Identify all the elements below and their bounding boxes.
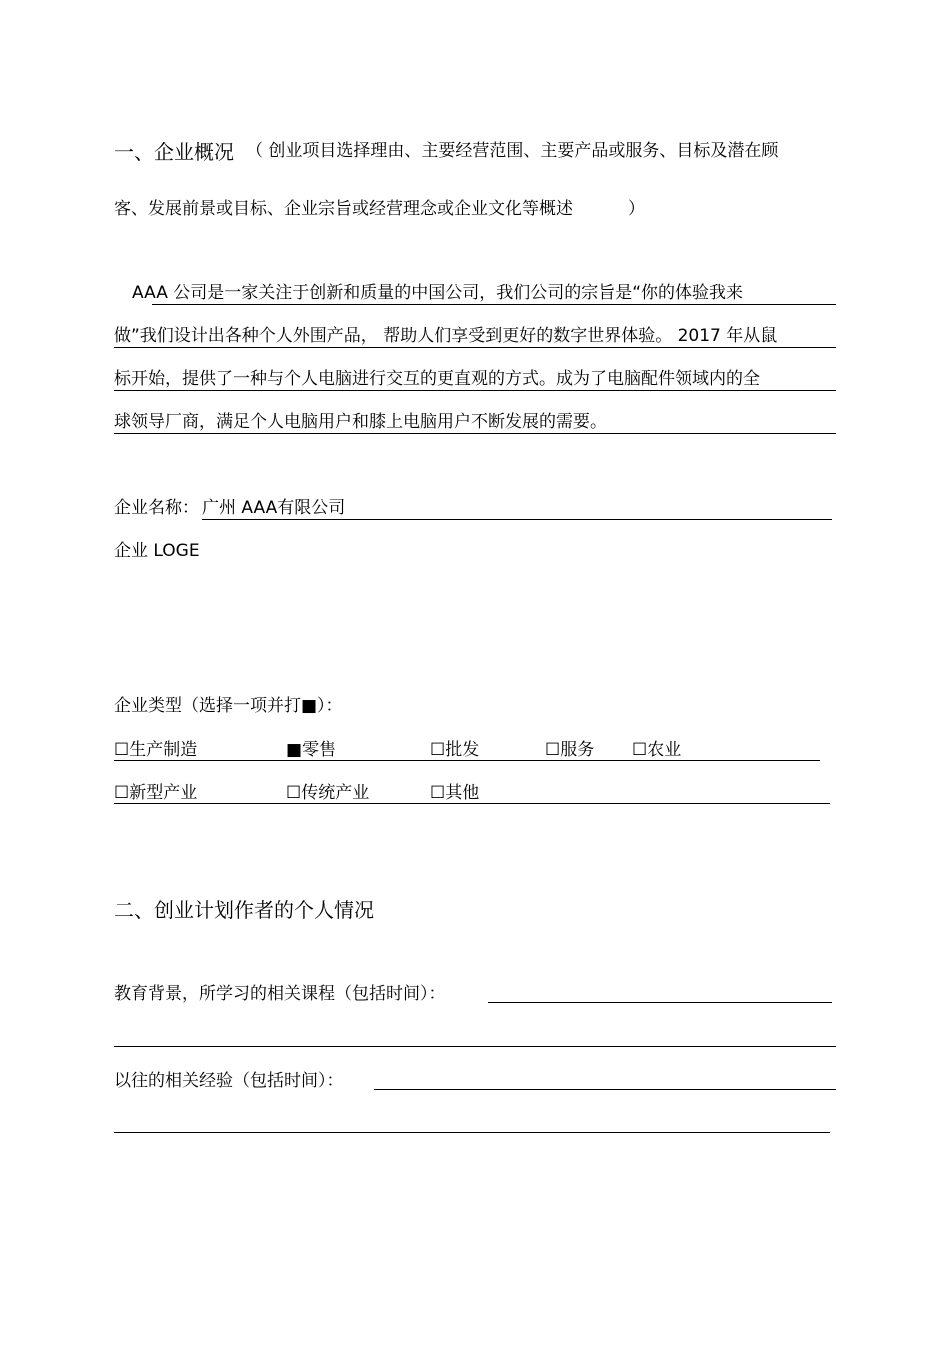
company-name-underline — [202, 519, 832, 520]
section1-subtitle-line1: （ 创业项目选择理由、主要经营范围、主要产品或服务、目标及潜在顾 — [246, 141, 779, 161]
checkbox-unchecked-icon: ☐ — [286, 783, 302, 803]
company-name-label: 企业名称： — [114, 498, 199, 518]
option-label: 其他 — [445, 783, 480, 803]
description-line-1: AAA 公司是一家关注于创新和质量的中国公司，我们公司的宗旨是“你的体验我来 — [132, 283, 744, 303]
description-line-2: 做”我们设计出各种个人外围产品， 帮助人们享受到更好的数字世界体验。 2017 年从鼠 — [114, 326, 778, 346]
option-label: 零售 — [302, 740, 337, 760]
type-option-other[interactable] — [430, 785, 479, 802]
checkbox-unchecked-icon: ☐ — [632, 740, 648, 760]
type-row2-underline — [114, 803, 830, 804]
type-option-wholesale[interactable] — [430, 742, 479, 759]
education-field-line-1[interactable] — [488, 1002, 832, 1003]
education-field-line-2[interactable] — [114, 1046, 836, 1047]
company-logo-label: 企业 LOGE — [114, 541, 200, 561]
option-label: 服务 — [560, 740, 595, 760]
type-row1-underline — [114, 760, 820, 761]
type-option-service[interactable] — [545, 742, 594, 759]
underline — [114, 347, 836, 348]
checkbox-unchecked-icon: ☐ — [545, 740, 561, 760]
option-label: 传统产业 — [301, 783, 370, 803]
underline — [114, 433, 836, 434]
option-label: 生产制造 — [129, 740, 198, 760]
checkbox-unchecked-icon: ☐ — [430, 783, 446, 803]
option-label: 批发 — [445, 740, 480, 760]
type-option-retail[interactable] — [286, 742, 336, 759]
underline — [152, 304, 836, 305]
checkbox-unchecked-icon: ☐ — [114, 783, 130, 803]
section1-subtitle-line2: 客、发展前景或目标、企业宗旨或经营理念或企业文化等概述 — [114, 199, 573, 219]
experience-label: 以往的相关经验（包括时间）： — [114, 1071, 344, 1091]
description-line-4: 球领导厂商，满足个人电脑用户和膝上电脑用户不断发展的需要。 — [114, 412, 607, 432]
option-label: 农业 — [647, 740, 682, 760]
section2-title: 二、创业计划作者的个人情况 — [114, 898, 374, 922]
section1-subtitle-close: ） — [628, 199, 645, 219]
checkbox-checked-icon: ■ — [286, 740, 303, 760]
type-option-emerging-industry[interactable] — [114, 785, 197, 802]
type-option-agriculture[interactable] — [632, 742, 681, 759]
type-option-traditional-industry[interactable] — [286, 785, 369, 802]
type-option-manufacturing[interactable] — [114, 742, 197, 759]
option-label: 新型产业 — [129, 783, 198, 803]
checkbox-unchecked-icon: ☐ — [114, 740, 130, 760]
company-name-value[interactable]: 广州 AAA有限公司 — [202, 498, 346, 518]
company-type-label: 企业类型（选择一项并打■）： — [114, 696, 343, 716]
education-label: 教育背景，所学习的相关课程（包括时间）： — [114, 984, 446, 1004]
description-line-3: 标开始，提供了一种与个人电脑进行交互的更直观的方式。成为了电脑配件领域内的全 — [114, 369, 760, 389]
underline — [114, 390, 836, 391]
experience-field-line-1[interactable] — [374, 1089, 836, 1090]
section1-title: 一、企业概况 — [114, 140, 234, 164]
checkbox-unchecked-icon: ☐ — [430, 740, 446, 760]
experience-field-line-2[interactable] — [114, 1132, 830, 1133]
